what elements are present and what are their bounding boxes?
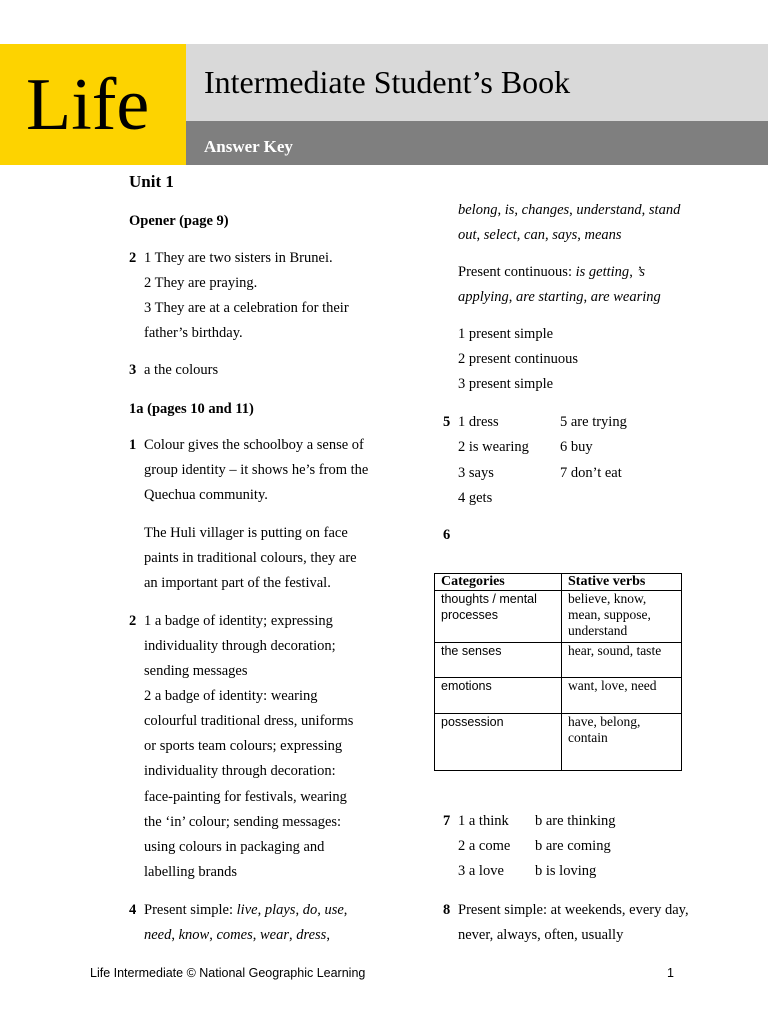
section-heading: 1a (pages 10 and 11)	[129, 401, 254, 417]
answer-line: Present continuous: is getting, ’s	[458, 264, 646, 280]
answer-line: 3 present simple	[458, 376, 554, 392]
answer-line: Quechua community.	[144, 487, 268, 503]
logo-text: Life	[26, 64, 150, 146]
answer-line: 2 They are praying.	[144, 275, 258, 291]
answer-line: an important part of the festival.	[144, 575, 331, 591]
answer-line: 3 says	[458, 465, 494, 481]
answer-line: Present simple: at weekends, every day,	[458, 902, 689, 918]
table-cell: have, belong, contain	[562, 714, 682, 771]
table-header-row	[435, 574, 682, 591]
answer-line: 1 dress	[458, 414, 499, 430]
answer-line: b are thinking	[535, 813, 616, 829]
table-cell: emotions	[435, 678, 562, 714]
answer-line: 2 a badge of identity: wearing	[144, 688, 318, 704]
answer-line: out, select, can, says, means	[458, 227, 622, 243]
page-subtitle: Answer Key	[204, 137, 293, 156]
answer-line: or sports team colours; expressing	[144, 738, 343, 754]
answer-line: 7 don’t eat	[560, 465, 622, 481]
answer-line: face-painting for festivals, wearing	[144, 789, 347, 805]
question-number: 3	[129, 362, 137, 378]
answer-line: 1 present simple	[458, 326, 554, 342]
table-cell: thoughts / mental processes	[435, 591, 562, 643]
answer-line: 6 buy	[560, 439, 593, 455]
answer-line: a the colours	[144, 362, 219, 378]
stative-verbs-table	[434, 573, 682, 771]
answer-line: the ‘in’ colour; sending messages:	[144, 814, 342, 830]
answer-line: using colours in packaging and	[144, 839, 325, 855]
table-row	[435, 643, 682, 678]
answer-line: individuality through decoration:	[144, 763, 336, 779]
answer-line: belong, is, changes, understand, stand	[458, 202, 681, 218]
answer-line: labelling brands	[144, 864, 238, 880]
footer-copyright: Life Intermediate © National Geographic Learning	[90, 966, 366, 980]
table-cell: want, love, need	[562, 678, 682, 714]
question-number: 4	[129, 902, 137, 918]
answer-line: individuality through decoration;	[144, 638, 336, 654]
answer-line: applying, are starting, are wearing	[458, 289, 661, 305]
answer-line: 3 They are at a celebration for their	[144, 300, 349, 316]
table-cell: possession	[435, 714, 562, 771]
answer-line: The Huli villager is putting on face	[144, 525, 348, 541]
answer-line: group identity – it shows he’s from the	[144, 462, 369, 478]
answer-line: 4 gets	[458, 490, 493, 506]
table-cell: believe, know, mean, suppose, understand	[562, 591, 682, 643]
answer-line: b is loving	[535, 863, 597, 879]
table-cell: hear, sound, taste	[562, 643, 682, 678]
table-row	[435, 678, 682, 714]
answer-line: 3 a love	[458, 863, 504, 879]
answer-line: need, know, comes, wear, dress,	[144, 927, 330, 943]
answer-line: 5 are trying	[560, 414, 627, 430]
answer-line: colourful traditional dress, uniforms	[144, 713, 354, 729]
question-number: 7	[443, 813, 451, 829]
question-number: 6	[443, 527, 451, 543]
question-number: 2	[129, 613, 137, 629]
answer-line: 2 present continuous	[458, 351, 579, 367]
opener-heading: Opener (page 9)	[129, 213, 229, 229]
table-cell: the senses	[435, 643, 562, 678]
table-row	[435, 714, 682, 771]
answer-line: Colour gives the schoolboy a sense of	[144, 437, 364, 453]
answer-line: Present simple: live, plays, do, use,	[144, 902, 348, 918]
answer-line: 2 is wearing	[458, 439, 529, 455]
answer-line: paints in traditional colours, they are	[144, 550, 357, 566]
question-number: 1	[129, 437, 137, 453]
page-title: Intermediate Student’s Book	[204, 64, 571, 100]
answer-line: 1 a badge of identity; expressing	[144, 613, 333, 629]
answer-line: father’s birthday.	[144, 325, 243, 341]
question-number: 2	[129, 250, 137, 266]
table-row	[435, 591, 682, 643]
unit-heading: Unit 1	[129, 172, 174, 191]
question-number: 8	[443, 902, 451, 918]
answer-line: never, always, often, usually	[458, 927, 624, 943]
answer-line: sending messages	[144, 663, 248, 679]
answer-line: 2 a come	[458, 838, 511, 854]
answer-line: 1 They are two sisters in Brunei.	[144, 250, 333, 266]
column-header: Stative verbs	[562, 574, 682, 591]
column-header: Categories	[435, 574, 562, 591]
answer-line: b are coming	[535, 838, 611, 854]
page-number: 1	[667, 966, 674, 980]
answer-line: 1 a think	[458, 813, 509, 829]
question-number: 5	[443, 414, 451, 430]
